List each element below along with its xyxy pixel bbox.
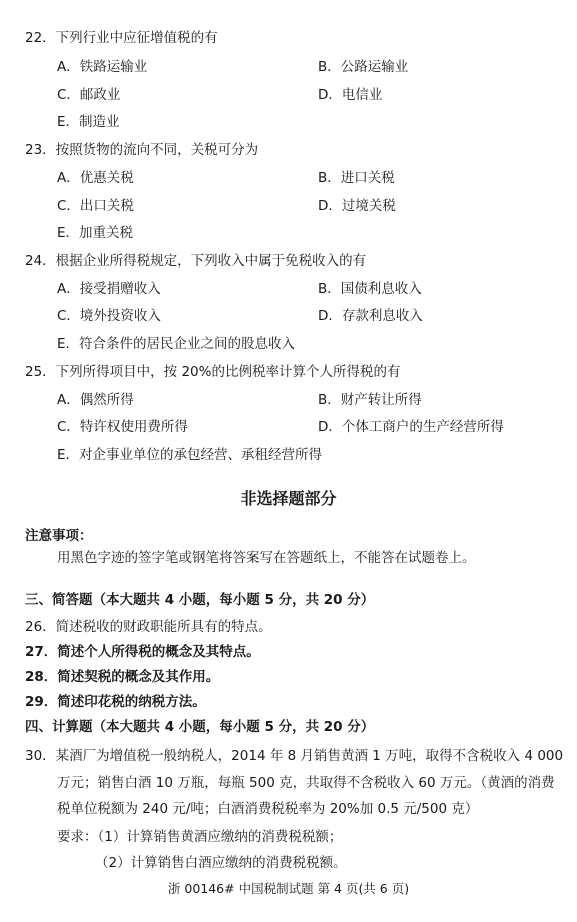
question-28: 28．简述契税的概念及其作用。 xyxy=(25,669,220,685)
q23-option-e: E．加重关税 xyxy=(57,225,134,241)
notice-body: 用黑色字迹的签字笔或钢笔将答案写在答题纸上，不能答在试题卷上。 xyxy=(57,550,476,566)
q25-option-c: C．特许权使用费所得 xyxy=(57,419,188,435)
q22-option-c: C．邮政业 xyxy=(57,87,121,103)
q25-option-a: A．偶然所得 xyxy=(57,392,134,408)
q22-option-d: D．电信业 xyxy=(318,87,383,103)
question-22-stem: 22．下列行业中应征增值税的有 xyxy=(25,30,218,46)
q25-option-e: E．对企事业单位的承包经营、承租经营所得 xyxy=(57,447,323,463)
q25-option-b: B．财产转让所得 xyxy=(318,392,422,408)
q25-option-d: D．个体工商户的生产经营所得 xyxy=(318,419,504,435)
question-24-stem: 24．根据企业所得税规定，下列收入中属于免税收入的有 xyxy=(25,253,367,269)
page-footer: 浙 00146# 中国税制试题 第 4 页(共 6 页) xyxy=(167,881,410,896)
question-29: 29．简述印花税的纳税方法。 xyxy=(25,694,206,710)
q24-option-b: B．国债利息收入 xyxy=(318,281,422,297)
q23-option-d: D．过境关税 xyxy=(318,198,396,214)
section-3-heading: 三、简答题（本大题共 4 小题，每小题 5 分，共 20 分） xyxy=(25,592,375,608)
question-30-line-2: 万元；销售白酒 10 万瓶，每瓶 500 克，共取得不含税收入 60 万元。（黄酒的消费 xyxy=(57,775,555,791)
part-title: 非选择题部分 xyxy=(240,489,337,508)
q24-option-d: D．存款利息收入 xyxy=(318,308,423,324)
question-30-requirement-2: （2）计算销售白酒应缴纳的消费税税额。 xyxy=(95,855,347,871)
question-30-line-3: 税单位税额为 240 元/吨；白酒消费税税率为 20%加 0.5 元/500 克） xyxy=(57,801,479,817)
q22-option-e: E．制造业 xyxy=(57,114,120,130)
section-4-heading: 四、计算题（本大题共 4 小题，每小题 5 分，共 20 分） xyxy=(25,719,375,735)
q22-option-a: A．铁路运输业 xyxy=(57,59,148,75)
q23-option-b: B．进口关税 xyxy=(318,170,395,186)
q24-option-c: C．境外投资收入 xyxy=(57,308,161,324)
question-25-stem: 25．下列所得项目中，按 20%的比例税率计算个人所得税的有 xyxy=(25,364,401,380)
question-27: 27．简述个人所得税的概念及其特点。 xyxy=(25,644,260,660)
question-30-line-1: 30．某酒厂为增值税一般纳税人，2014 年 8 月销售黄酒 1 万吨，取得不含税收入 4 000 xyxy=(25,748,564,764)
q23-option-c: C．出口关税 xyxy=(57,198,134,214)
q23-option-a: A．优惠关税 xyxy=(57,170,134,186)
q24-option-e: E．符合条件的居民企业之间的股息收入 xyxy=(57,336,296,352)
q22-option-b: B．公路运输业 xyxy=(318,59,409,75)
question-23-stem: 23．按照货物的流向不同，关税可分为 xyxy=(25,142,259,158)
question-26: 26．简述税收的财政职能所具有的特点。 xyxy=(25,619,272,635)
question-30-requirement-1: 要求：（1）计算销售黄酒应缴纳的消费税税额； xyxy=(57,829,343,845)
notice-heading: 注意事项： xyxy=(25,528,93,544)
q24-option-a: A．接受捐赠收入 xyxy=(57,281,161,297)
